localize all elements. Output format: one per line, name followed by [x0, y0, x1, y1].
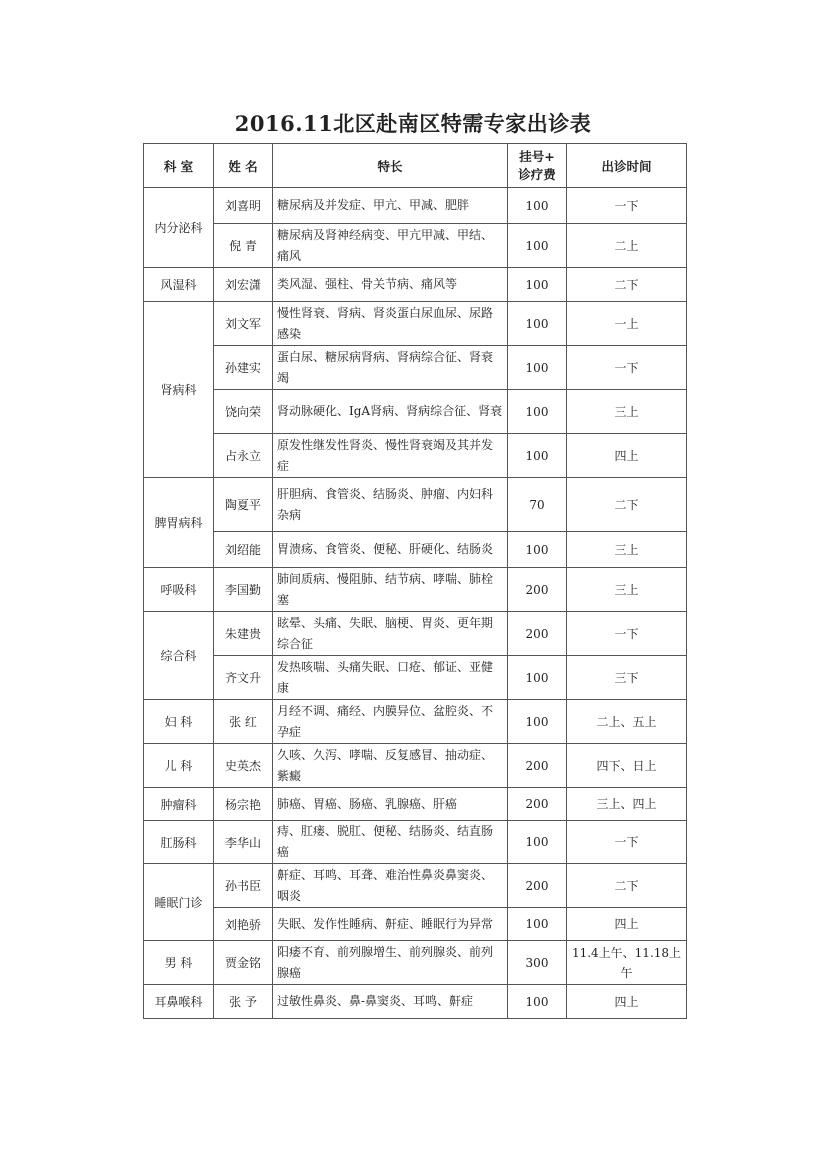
fee-cell: 200 — [508, 744, 567, 788]
header-fee-line2: 诊疗费 — [518, 166, 556, 182]
specialty-cell: 痔、肛瘘、脱肛、便秘、结肠炎、结直肠癌 — [273, 821, 508, 864]
time-cell: 三上、四上 — [567, 788, 687, 821]
fee-cell: 100 — [508, 700, 567, 744]
specialty-cell: 久咳、久泻、哮喘、反复感冒、抽动症、紫癜 — [273, 744, 508, 788]
department-cell: 睡眠门诊 — [144, 864, 214, 941]
name-cell: 贾金铭 — [214, 941, 273, 985]
department-cell: 内分泌科 — [144, 188, 214, 268]
name-cell: 杨宗艳 — [214, 788, 273, 821]
name-cell: 刘喜明 — [214, 188, 273, 224]
specialty-cell: 胃溃疡、食管炎、便秘、肝硬化、结肠炎 — [273, 532, 508, 568]
table-row — [144, 224, 687, 268]
header-name: 姓 名 — [214, 144, 273, 188]
header-time: 出诊时间 — [567, 144, 687, 188]
table-row — [144, 612, 687, 656]
time-cell: 二下 — [567, 268, 687, 302]
name-cell: 齐文升 — [214, 656, 273, 700]
specialty-cell: 月经不调、痛经、内膜异位、盆腔炎、不孕症 — [273, 700, 508, 744]
table-row — [144, 188, 687, 224]
specialty-cell: 鼾症、耳鸣、耳聋、难治性鼻炎鼻窦炎、咽炎 — [273, 864, 508, 908]
specialty-cell: 肝胆病、食管炎、结肠炎、肿瘤、内妇科杂病 — [273, 478, 508, 532]
table-row — [144, 568, 687, 612]
table-row — [144, 788, 687, 821]
table-row — [144, 744, 687, 788]
name-cell: 刘宏潇 — [214, 268, 273, 302]
time-cell: 一下 — [567, 821, 687, 864]
table-row — [144, 908, 687, 941]
specialty-cell: 慢性肾衰、肾病、肾炎蛋白尿血尿、尿路感染 — [273, 302, 508, 346]
specialty-cell: 原发性继发性肾炎、慢性肾衰竭及其并发症 — [273, 434, 508, 478]
schedule-table — [143, 143, 687, 1019]
department-cell: 风湿科 — [144, 268, 214, 302]
specialty-cell: 糖尿病及肾神经病变、甲亢甲减、甲结、痛风 — [273, 224, 508, 268]
department-cell: 肛肠科 — [144, 821, 214, 864]
name-cell: 张 红 — [214, 700, 273, 744]
name-cell: 饶向荣 — [214, 390, 273, 434]
table-row — [144, 268, 687, 302]
name-cell: 孙书臣 — [214, 864, 273, 908]
specialty-cell: 类风湿、强柱、骨关节病、痛风等 — [273, 268, 508, 302]
time-cell: 三上 — [567, 532, 687, 568]
name-cell: 李华山 — [214, 821, 273, 864]
fee-cell: 100 — [508, 346, 567, 390]
specialty-cell: 肾动脉硬化、IgA肾病、肾病综合征、肾衰 — [273, 390, 508, 434]
time-cell: 四下、日上 — [567, 744, 687, 788]
fee-cell: 200 — [508, 864, 567, 908]
header-department: 科 室 — [144, 144, 214, 188]
page-title: 2016.11北区赴南区特需专家出诊表 — [234, 111, 592, 136]
time-cell: 二上、五上 — [567, 700, 687, 744]
fee-cell: 100 — [508, 656, 567, 700]
specialty-cell: 糖尿病及并发症、甲亢、甲减、肥胖 — [273, 188, 508, 224]
name-cell: 李国勤 — [214, 568, 273, 612]
time-cell: 四上 — [567, 434, 687, 478]
department-cell: 呼吸科 — [144, 568, 214, 612]
table-row — [144, 532, 687, 568]
department-cell: 综合科 — [144, 612, 214, 700]
fee-cell: 100 — [508, 434, 567, 478]
table-row — [144, 985, 687, 1019]
fee-cell: 100 — [508, 302, 567, 346]
time-cell: 一上 — [567, 302, 687, 346]
name-cell: 张 予 — [214, 985, 273, 1019]
name-cell: 占永立 — [214, 434, 273, 478]
department-cell: 妇 科 — [144, 700, 214, 744]
table-row — [144, 302, 687, 346]
time-cell: 一下 — [567, 188, 687, 224]
table-row — [144, 346, 687, 390]
specialty-cell: 肺间质病、慢阻肺、结节病、哮喘、肺栓塞 — [273, 568, 508, 612]
fee-cell: 70 — [508, 478, 567, 532]
time-cell: 三上 — [567, 390, 687, 434]
department-cell: 儿 科 — [144, 744, 214, 788]
table-row — [144, 390, 687, 434]
time-cell: 一下 — [567, 612, 687, 656]
department-cell: 脾胃病科 — [144, 478, 214, 568]
time-cell: 四上 — [567, 985, 687, 1019]
header-row — [144, 144, 687, 188]
name-cell: 刘绍能 — [214, 532, 273, 568]
name-cell: 史英杰 — [214, 744, 273, 788]
time-cell: 三下 — [567, 656, 687, 700]
fee-cell: 200 — [508, 568, 567, 612]
specialty-cell: 肺癌、胃癌、肠癌、乳腺癌、肝癌 — [273, 788, 508, 821]
department-cell: 耳鼻喉科 — [144, 985, 214, 1019]
fee-cell: 100 — [508, 908, 567, 941]
time-cell: 四上 — [567, 908, 687, 941]
fee-cell: 100 — [508, 390, 567, 434]
fee-cell: 100 — [508, 188, 567, 224]
fee-cell: 100 — [508, 985, 567, 1019]
table-row — [144, 478, 687, 532]
fee-cell: 100 — [508, 821, 567, 864]
header-fee-line1: 挂号+ — [519, 148, 555, 164]
table-row — [144, 700, 687, 744]
fee-cell: 100 — [508, 532, 567, 568]
time-cell: 三上 — [567, 568, 687, 612]
department-cell: 肿瘤科 — [144, 788, 214, 821]
time-cell: 二下 — [567, 478, 687, 532]
table-row — [144, 821, 687, 864]
table-row — [144, 656, 687, 700]
name-cell: 倪 青 — [214, 224, 273, 268]
fee-cell: 100 — [508, 268, 567, 302]
specialty-cell: 蛋白尿、糖尿病肾病、肾病综合征、肾衰竭 — [273, 346, 508, 390]
name-cell: 陶夏平 — [214, 478, 273, 532]
department-cell: 肾病科 — [144, 302, 214, 478]
time-cell: 11.4上午、11.18上午 — [567, 941, 687, 985]
fee-cell: 100 — [508, 224, 567, 268]
table-row — [144, 434, 687, 478]
time-cell: 二下 — [567, 864, 687, 908]
specialty-cell: 失眠、发作性睡病、鼾症、睡眠行为异常 — [273, 908, 508, 941]
header-fee — [508, 144, 567, 188]
time-cell: 二上 — [567, 224, 687, 268]
name-cell: 刘文军 — [214, 302, 273, 346]
name-cell: 孙建实 — [214, 346, 273, 390]
name-cell: 刘艳骄 — [214, 908, 273, 941]
fee-cell: 200 — [508, 612, 567, 656]
specialty-cell: 发热咳喘、头痛失眠、口疮、郁证、亚健康 — [273, 656, 508, 700]
header-specialty: 特长 — [273, 144, 508, 188]
specialty-cell: 过敏性鼻炎、鼻-鼻窦炎、耳鸣、鼾症 — [273, 985, 508, 1019]
fee-cell: 300 — [508, 941, 567, 985]
time-cell: 一下 — [567, 346, 687, 390]
table-row — [144, 864, 687, 908]
fee-cell: 200 — [508, 788, 567, 821]
department-cell: 男 科 — [144, 941, 214, 985]
specialty-cell: 眩晕、头痛、失眠、脑梗、胃炎、更年期综合征 — [273, 612, 508, 656]
specialty-cell: 阳痿不育、前列腺增生、前列腺炎、前列腺癌 — [273, 941, 508, 985]
table-row — [144, 941, 687, 985]
name-cell: 朱建贵 — [214, 612, 273, 656]
